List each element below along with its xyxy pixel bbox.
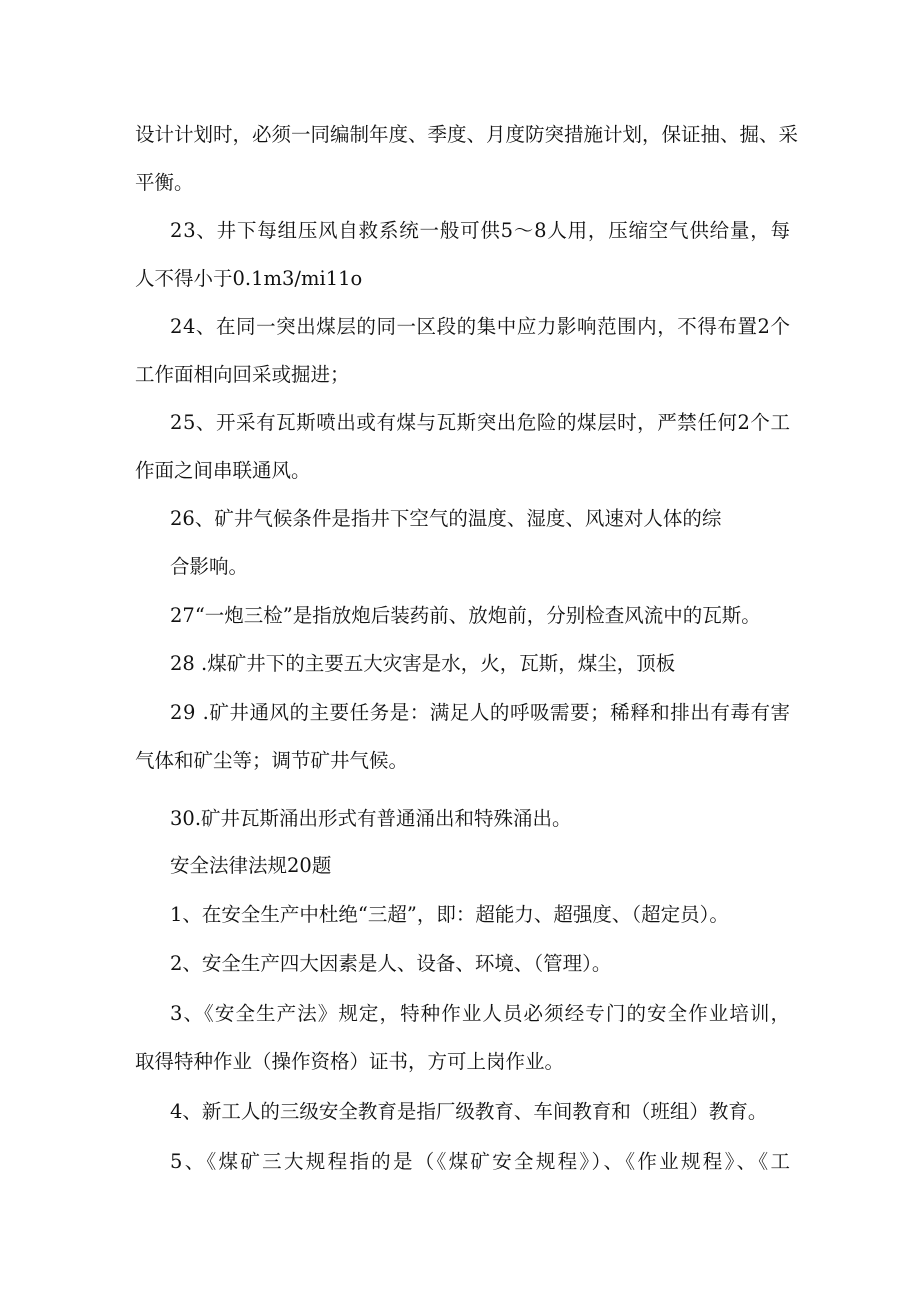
section-heading: 安全法律法规20题 (170, 854, 332, 877)
text-line: 26、矿井气候条件是指井下空气的温度、湿度、风速对人体的综 (170, 507, 722, 530)
text-line: 27“一炮三检”是指放炮后装药前、放炮前，分别检查风流中的瓦斯。 (170, 604, 761, 627)
text-line: 工作面相向回采或掘进； (135, 363, 350, 386)
text-line: 2、安全生产四大因素是人、设备、环境、（管理）。 (170, 952, 612, 975)
text-line: 1、在安全生产中杜绝“三超”，即：超能力、超强度、（超定员）。 (170, 903, 729, 926)
text-line: 30.矿井瓦斯涌出形式有普通涌出和特殊涌出。 (170, 807, 572, 830)
text-line: 平衡。 (135, 171, 194, 194)
text-line: 4、新工人的三级安全教育是指厂级教育、车间教育和（班组）教育。 (170, 1100, 768, 1123)
text-line: 气体和矿尘等；调节矿井气候。 (135, 749, 409, 772)
text-line: 25、开采有瓦斯喷出或有煤与瓦斯突出危险的煤层时，严禁任何2个工 (170, 411, 791, 434)
text-line: 取得特种作业（操作资格）证书，方可上岗作业。 (135, 1050, 565, 1073)
text-line: 设计计划时，必须一同编制年度、季度、月度防突措施计划，保证抽、掘、采 (135, 123, 799, 146)
text-line: 合影响。 (170, 555, 249, 578)
text-line: 28 .煤矿井下的主要五大灾害是水，火，瓦斯，煤尘，顶板 (170, 652, 676, 675)
text-line: 24、在同一突出煤层的同一区段的集中应力影响范围内，不得布置2个 (170, 315, 791, 338)
text-line: 29 .矿井通风的主要任务是：满足人的呼吸需要；稀释和排出有毒有害 (170, 701, 791, 724)
text-line: 5、《煤矿三大规程指的是（《煤矿安全规程》）、《作业规程》、《工 (170, 1150, 793, 1173)
text-line: 23、井下每组压风自救系统一般可供5～8人用，压缩空气供给量，每 (170, 219, 791, 242)
text-line: 作面之间串联通风。 (135, 459, 311, 482)
text-line: 3、《安全生产法》规定，特种作业人员必须经专门的安全作业培训， (170, 1002, 792, 1025)
text-line: 人不得小于0.1m3∕mi11o (135, 267, 363, 290)
